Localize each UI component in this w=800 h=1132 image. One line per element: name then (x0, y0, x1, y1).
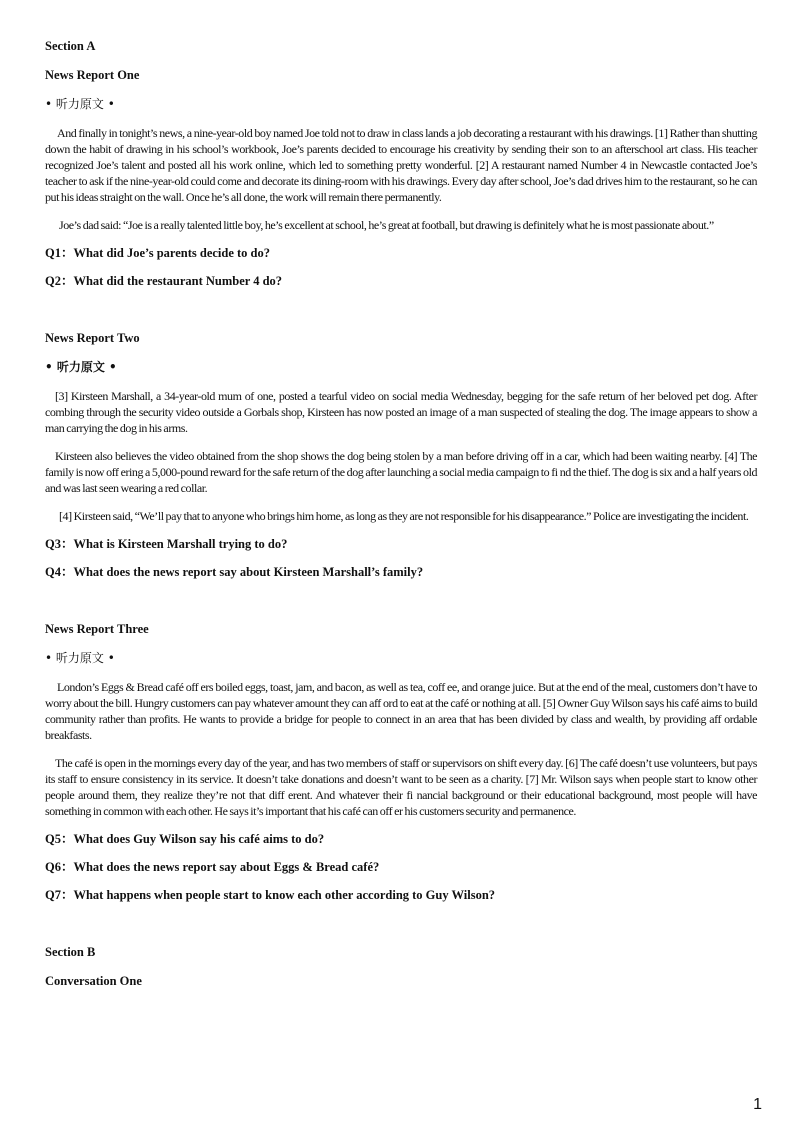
report-three-tag: • 听力原文 • (45, 651, 115, 665)
question-5: Q5：What does Guy Wilson say his café aims to do? (45, 832, 325, 846)
report-three-paragraph-1: London’s Eggs & Bread café off ers boiled eggs, toast, jam, and bacon, as well as tea, coff ee, and orange juice. But at the end of the meal, customers don’t have to worry about the bill. Hungry customers can pay whatever amount they can aff ord to eat at the café or nothing at all. [5] Owner Guy Wilson says his café aims to build community rather than profits. He wants to provide a bridge for people to connect in an area that has been divided by class and wealth, by providing aff ordable breakfasts. (45, 680, 757, 742)
question-1: Q1：What did Joe’s parents decide to do? (45, 246, 271, 260)
report-two-paragraph-2: Kirsteen also believes the video obtained from the shop shows the dog being stolen by a man before driving off in a car, which had been waiting nearby. [4] The family is now off ering a 5,000-pound reward for the safe return of the dog after launching a social media campaign to fi nd the thief. The dog is six and a half years old and was last seen wearing a red collar. (45, 449, 757, 495)
report-one-paragraph-2: Joe’s dad said: “Joe is a really talented little boy, he’s excellent at school, he’s great at football, but drawing is definitely what he is most passionate about.” (59, 218, 714, 232)
question-6: Q6：What does the news report say about Eggs & Bread café? (45, 860, 380, 874)
report-one-tag: • 听力原文 • (45, 97, 115, 111)
page-content (45, 38, 757, 989)
question-3: Q3：What is Kirsteen Marshall trying to do? (45, 537, 288, 551)
report-two-title: News Report Two (45, 331, 140, 345)
question-7: Q7：What happens when people start to know each other according to Guy Wilson? (45, 888, 496, 902)
question-4: Q4：What does the news report say about Kirsteen Marshall’s family? (45, 565, 424, 579)
report-one-paragraph-1: And finally in tonight’s news, a nine-year-old boy named Joe told not to draw in class lands a job decorating a restaurant with his drawings. [1] Rather than shutting down the habit of drawing in his school’s workbook, Joe’s parents decided to encourage his creativity by sending their son to an afterschool art class. His teacher recognized Joe’s talent and posted all his work online, which led to something pretty wonderful. [2] A restaurant named Number 4 in Newcastle contacted Joe’s teacher to ask if the nine-year-old could come and decorate its dining-room with his drawings. Every day after school, Joe’s dad drives him to the restaurant, so he can put his ideas straight on the wall. Once he’s all done, the work will remain there permanently. (45, 126, 757, 204)
report-one-title: News Report One (45, 68, 140, 82)
report-two-paragraph-1: [3] Kirsteen Marshall, a 34-year-old mum of one, posted a tearful video on social media Wednesday, begging for the safe return of her beloved pet dog. After combing through the security video outside a Gorbals shop, Kirsteen has now posted an image of a man suspected of stealing the dog. The image appears to show a man carrying the dog in his arms. (45, 389, 757, 435)
report-two-paragraph-3: [4] Kirsteen said, “We’ll pay that to anyone who brings him home, as long as they are not responsible for his disappearance.” Police are investigating the incident. (59, 509, 749, 523)
section-b-heading: Section B (45, 945, 96, 959)
question-2: Q2：What did the restaurant Number 4 do? (45, 274, 283, 288)
conversation-one-title: Conversation One (45, 974, 142, 988)
report-three-paragraph-2: The café is open in the mornings every day of the year, and has two members of staff or supervisors on shift every day. [6] The café doesn’t use volunteers, but pays its staff to ensure consistency in its service. It doesn’t take donations and doesn’t want to be seen as a charity. [7] Mr. Wilson says when people start to know other people around them, they realize they’re not that diff erent. And whatever their fi nancial background or their educational background, most people will have something in common with each other. He says it’s important that his café can off er his customers security and permanence. (45, 756, 757, 818)
page-number: 1 (753, 1096, 762, 1113)
report-two-tag: • 听力原文 • (45, 360, 117, 374)
report-three-title: News Report Three (45, 622, 149, 636)
section-a-heading: Section A (45, 39, 96, 53)
